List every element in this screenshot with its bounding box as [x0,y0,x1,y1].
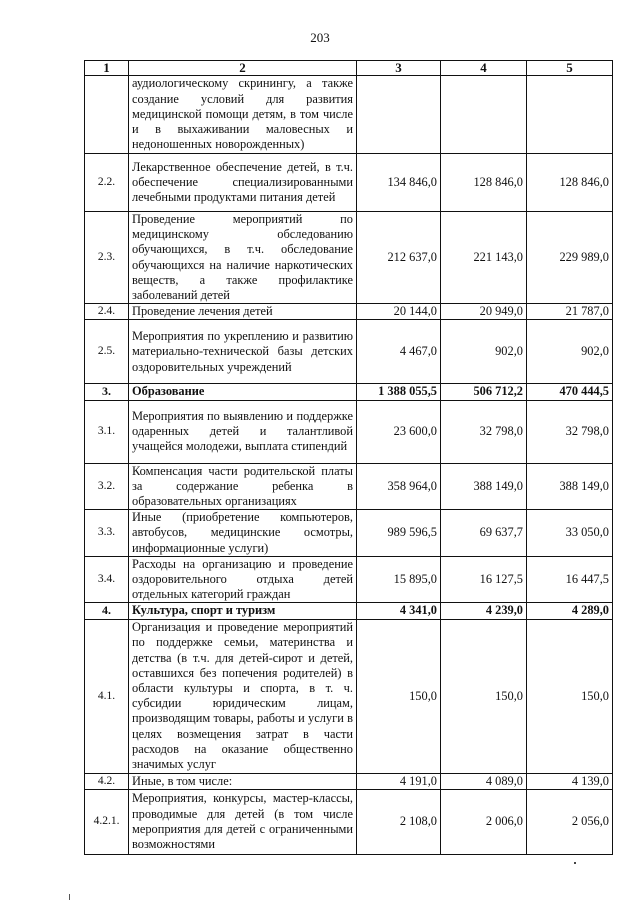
row-value-col3: 4 467,0 [357,320,441,384]
page-number: 203 [310,30,330,45]
row-number: 3.3. [85,510,129,557]
row-value-col5: 32 798,0 [527,400,613,463]
table-row [85,320,613,384]
row-description: аудиологическому скринингу, а также создание условий для развития медицинской помощи детям, в том числе и в выхаживании маловесных и недоношенных новорожденных) [129,76,357,154]
table-row [85,510,613,557]
row-number: 3.2. [85,463,129,510]
row-value-col5: 4 139,0 [527,773,613,789]
header-row [85,61,613,76]
row-value-col4: 388 149,0 [441,463,527,510]
table-row [85,212,613,304]
row-number: 3.4. [85,556,129,603]
table-row [85,154,613,212]
row-number: 4. [85,603,129,619]
row-value-col3: 20 144,0 [357,304,441,320]
row-value-col4: 506 712,2 [441,384,527,400]
row-value-col4: 16 127,5 [441,556,527,603]
row-value-col5: 902,0 [527,320,613,384]
row-description: Иные, в том числе: [129,773,357,789]
row-number: 2.3. [85,212,129,304]
row-value-col4: 4 089,0 [441,773,527,789]
row-description: Иные (приобретение компьютеров, автобусов, медицинские осмотры, информационные услуги) [129,510,357,557]
row-value-col3: 1 388 055,5 [357,384,441,400]
row-value-col5: 470 444,5 [527,384,613,400]
row-value-col4 [441,76,527,154]
row-value-col5: 150,0 [527,619,613,773]
row-value-col5: 2 056,0 [527,789,613,854]
table-row [85,773,613,789]
row-value-col3: 212 637,0 [357,212,441,304]
row-value-col3: 134 846,0 [357,154,441,212]
row-number: 4.1. [85,619,129,773]
column-header: 2 [129,61,357,76]
row-description: Мероприятия по укреплению и развитию материально-технической базы детских оздоровительных учреждений [129,320,357,384]
row-description: Мероприятия по выявлению и поддержке одаренных детей и талантливой учащейся молодежи, выплата стипендий [129,400,357,463]
row-value-col3: 4 191,0 [357,773,441,789]
row-description: Проведение лечения детей [129,304,357,320]
row-description: Мероприятия, конкурсы, мастер-классы, проводимые для детей (в том числе мероприятия для детей с ограниченными возможностями [129,789,357,854]
row-value-col4: 150,0 [441,619,527,773]
row-value-col5: 388 149,0 [527,463,613,510]
table-row [85,76,613,154]
table-row [85,304,613,320]
row-value-col5: 33 050,0 [527,510,613,557]
row-value-col4: 128 846,0 [441,154,527,212]
row-value-col4: 902,0 [441,320,527,384]
row-value-col5: 16 447,5 [527,556,613,603]
row-value-col5 [527,76,613,154]
scan-mark [574,862,576,864]
row-value-col4: 20 949,0 [441,304,527,320]
scan-mark [69,894,70,900]
row-value-col5: 229 989,0 [527,212,613,304]
row-value-col3: 2 108,0 [357,789,441,854]
row-description: Лекарственное обеспечение детей, в т.ч. обеспечение специализированными лечебными продуктами питания детей [129,154,357,212]
table-row [85,619,613,773]
row-value-col3: 4 341,0 [357,603,441,619]
row-value-col4: 2 006,0 [441,789,527,854]
row-value-col3 [357,76,441,154]
row-value-col3: 150,0 [357,619,441,773]
row-description: Компенсация части родительской платы за содержание ребенка в образовательных организациях [129,463,357,510]
row-description: Культура, спорт и туризм [129,603,357,619]
row-description: Образование [129,384,357,400]
row-number: 3.1. [85,400,129,463]
column-header: 4 [441,61,527,76]
row-value-col3: 15 895,0 [357,556,441,603]
row-number: 2.2. [85,154,129,212]
row-value-col4: 4 239,0 [441,603,527,619]
column-header: 5 [527,61,613,76]
row-value-col5: 21 787,0 [527,304,613,320]
table-row [85,400,613,463]
row-value-col3: 989 596,5 [357,510,441,557]
row-value-col3: 23 600,0 [357,400,441,463]
row-value-col5: 128 846,0 [527,154,613,212]
row-description: Проведение мероприятий по медицинскому обследованию обучающихся, в т.ч. обследование обучающихся на наличие наркотических веществ, а также профилактике заболеваний детей [129,212,357,304]
row-number: 4.2. [85,773,129,789]
table-row [85,384,613,400]
row-value-col4: 221 143,0 [441,212,527,304]
row-number: 4.2.1. [85,789,129,854]
table-row [85,556,613,603]
column-header: 1 [85,61,129,76]
row-value-col3: 358 964,0 [357,463,441,510]
table-row [85,603,613,619]
row-number: 2.4. [85,304,129,320]
column-header: 3 [357,61,441,76]
row-number: 2.5. [85,320,129,384]
row-value-col4: 69 637,7 [441,510,527,557]
row-value-col5: 4 289,0 [527,603,613,619]
row-description: Расходы на организацию и проведение оздоровительного отдыха детей отдельных категорий граждан [129,556,357,603]
table-row [85,463,613,510]
budget-table [84,60,613,855]
row-number [85,76,129,154]
row-description: Организация и проведение мероприятий по поддержке семьи, материнства и детства (в т.ч. для детей-сирот и детей, оставшихся без попечения родителей) в области культуры и спорта, в т. ч. субсидии юридическим лицам, производящим товары, работы и услуги в целях возмещения затрат в части расходов на оказание общественно значимых услуг [129,619,357,773]
row-value-col4: 32 798,0 [441,400,527,463]
table-row [85,789,613,854]
row-number: 3. [85,384,129,400]
